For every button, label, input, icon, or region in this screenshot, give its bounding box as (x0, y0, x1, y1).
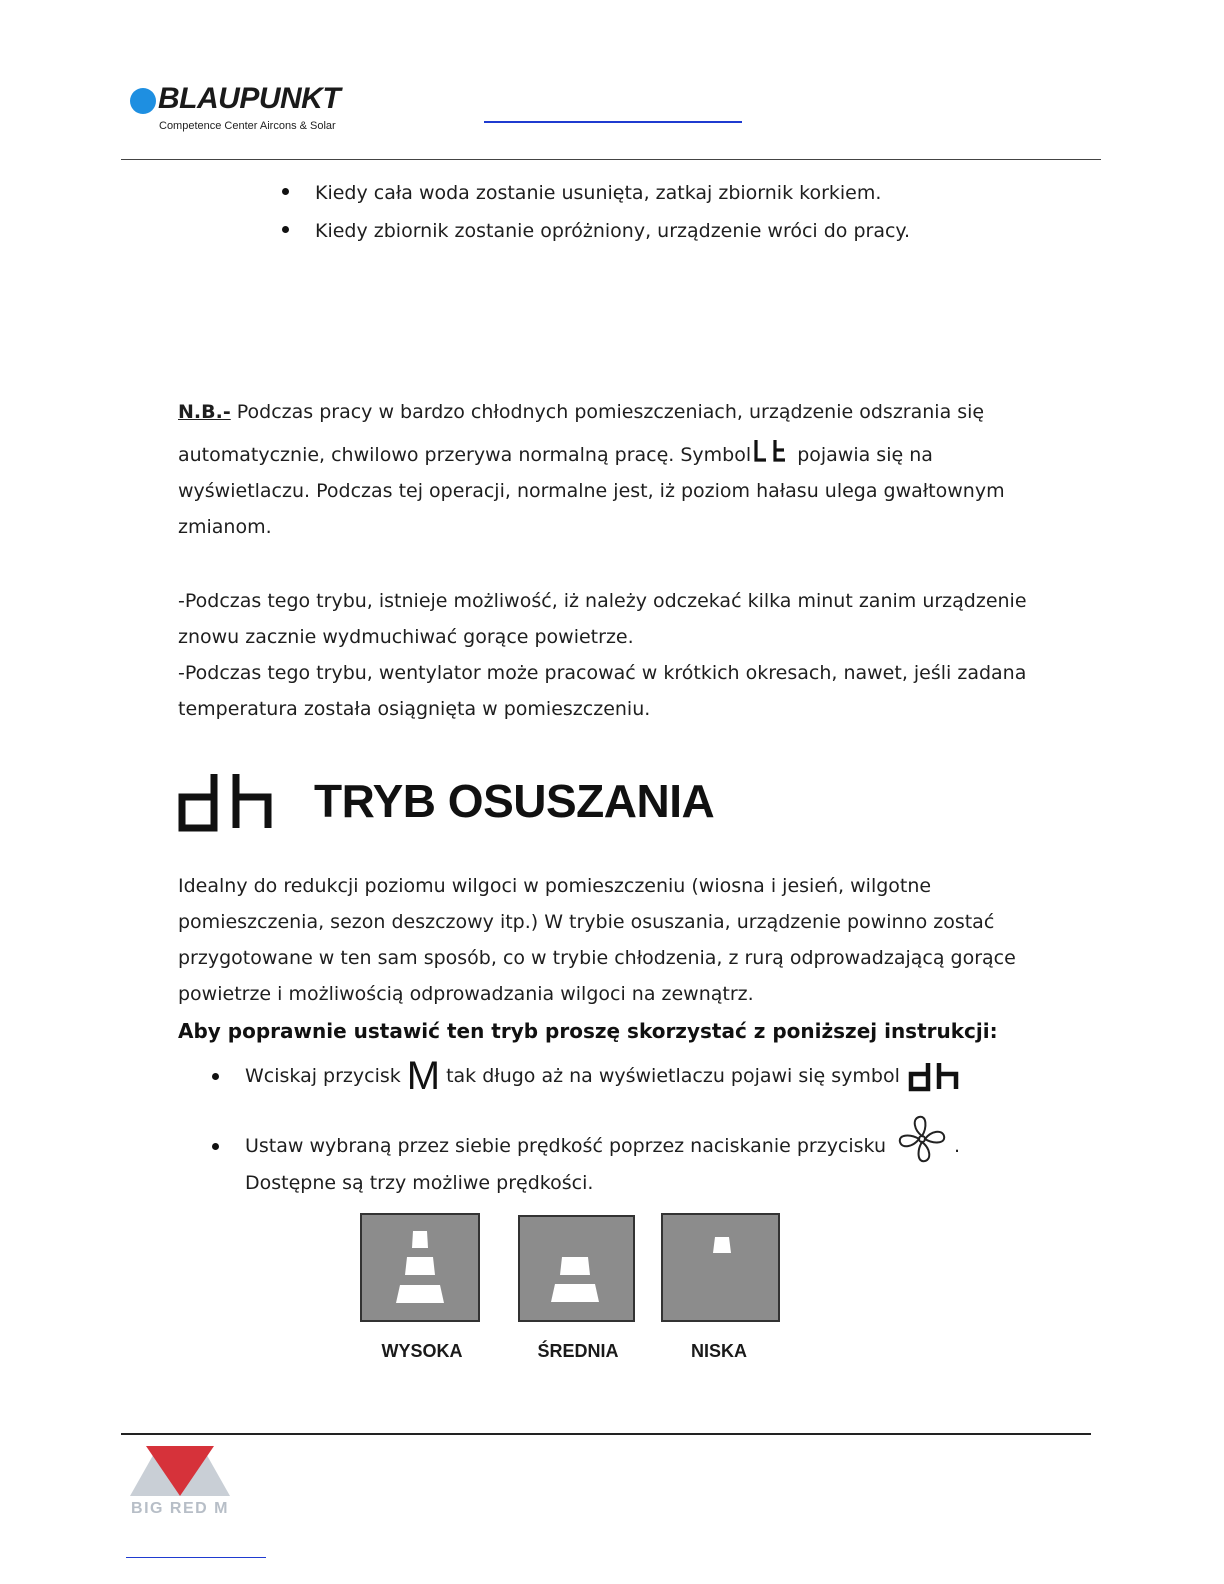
intro-line: Idealny do redukcji poziomu wilgoci w pomieszczeniu (wiosna i jesień, wilgotne (178, 875, 932, 897)
dh-segment-display-icon (908, 1060, 960, 1092)
nb-label: N.B.- (178, 401, 231, 423)
bullet-icon (212, 1073, 219, 1080)
speed-bars-icon (520, 1217, 633, 1320)
section-heading (178, 770, 714, 832)
speed-bars-icon (663, 1215, 778, 1320)
big-red-m-logo (128, 1444, 232, 1519)
speed-low-indicator (661, 1213, 780, 1322)
speed-label: NISKA (690, 1341, 747, 1361)
footer-link[interactable] (126, 1557, 266, 1558)
brand-subtitle: Competence Center Aircons & Solar (159, 120, 336, 132)
fan-icon (896, 1114, 948, 1164)
intro-line: przygotowane w ten sam sposób, co w trybie chłodzenia, z rurą odprowadzającą gorące (178, 947, 1016, 969)
nb-paragraph-line: automatycznie, chwilowo przerywa normalną pracę. Symbol pojawia się na (178, 437, 933, 473)
dh-segment-display-icon (178, 770, 274, 832)
list-item: Kiedy zbiornik zostanie opróżniony, urządzenie wróci do pracy. (282, 213, 910, 249)
lt-segment-display-icon (753, 438, 787, 464)
svg-text:BIG RED M: BIG RED M (131, 1500, 229, 1517)
intro-line: powietrze i możliwością odprowadzania wilgoci na zewnątrz. (178, 983, 754, 1005)
bullet-icon (282, 226, 289, 233)
list-item: Ustaw wybraną przez siebie prędkość poprzez naciskanie przycisku . (212, 1128, 960, 1164)
brand-logo-dot (130, 88, 156, 114)
header-divider (121, 159, 1101, 160)
speed-label: WYSOKA (381, 1341, 463, 1361)
speed-bars-icon (362, 1215, 478, 1320)
note-line: -Podczas tego trybu, wentylator może pracować w krótkich okresach, nawet, jeśli zadana (178, 662, 1027, 684)
step-continuation: Dostępne są trzy możliwe prędkości. (245, 1172, 594, 1194)
intro-line: pomieszczenia, sezon deszczowy itp.) W trybie osuszania, urządzenie powinno zostać (178, 911, 995, 933)
brand-logo-text: BLAUPUNKT (158, 82, 341, 115)
m-key-icon: M (406, 1054, 441, 1098)
nb-paragraph-line: wyświetlaczu. Podczas tej operacji, normalne jest, iż poziom hałasu ulega gwałtownym (178, 480, 1005, 502)
bullet-icon (282, 188, 289, 195)
bullet-icon (212, 1143, 219, 1150)
page-title: TRYB OSUSZANIA (314, 775, 715, 827)
speed-medium-indicator (518, 1215, 635, 1322)
note-line: -Podczas tego trybu, istnieje możliwość, iż należy odczekać kilka minut zanim urządzenie (178, 590, 1027, 612)
header-link[interactable] (484, 121, 742, 123)
footer-divider (121, 1433, 1091, 1435)
speed-high-indicator (360, 1213, 480, 1322)
note-line: znowu zacznie wydmuchiwać gorące powietrze. (178, 626, 634, 648)
nb-paragraph-line: N.B.- Podczas pracy w bardzo chłodnych pomieszczeniach, urządzenie odszrania się (178, 401, 985, 423)
note-line: temperatura została osiągnięta w pomieszczeniu. (178, 698, 651, 720)
speed-label: ŚREDNIA (537, 1341, 619, 1361)
instruction-heading: Aby poprawnie ustawić ten tryb proszę skorzystać z poniższej instrukcji: (178, 1019, 998, 1043)
list-item: Wciskaj przycisk M tak długo aż na wyświetlaczu pojawi się symbol (212, 1058, 960, 1094)
list-item: Kiedy cała woda zostanie usunięta, zatkaj zbiornik korkiem. (282, 175, 881, 211)
nb-paragraph-line: zmianom. (178, 516, 272, 538)
